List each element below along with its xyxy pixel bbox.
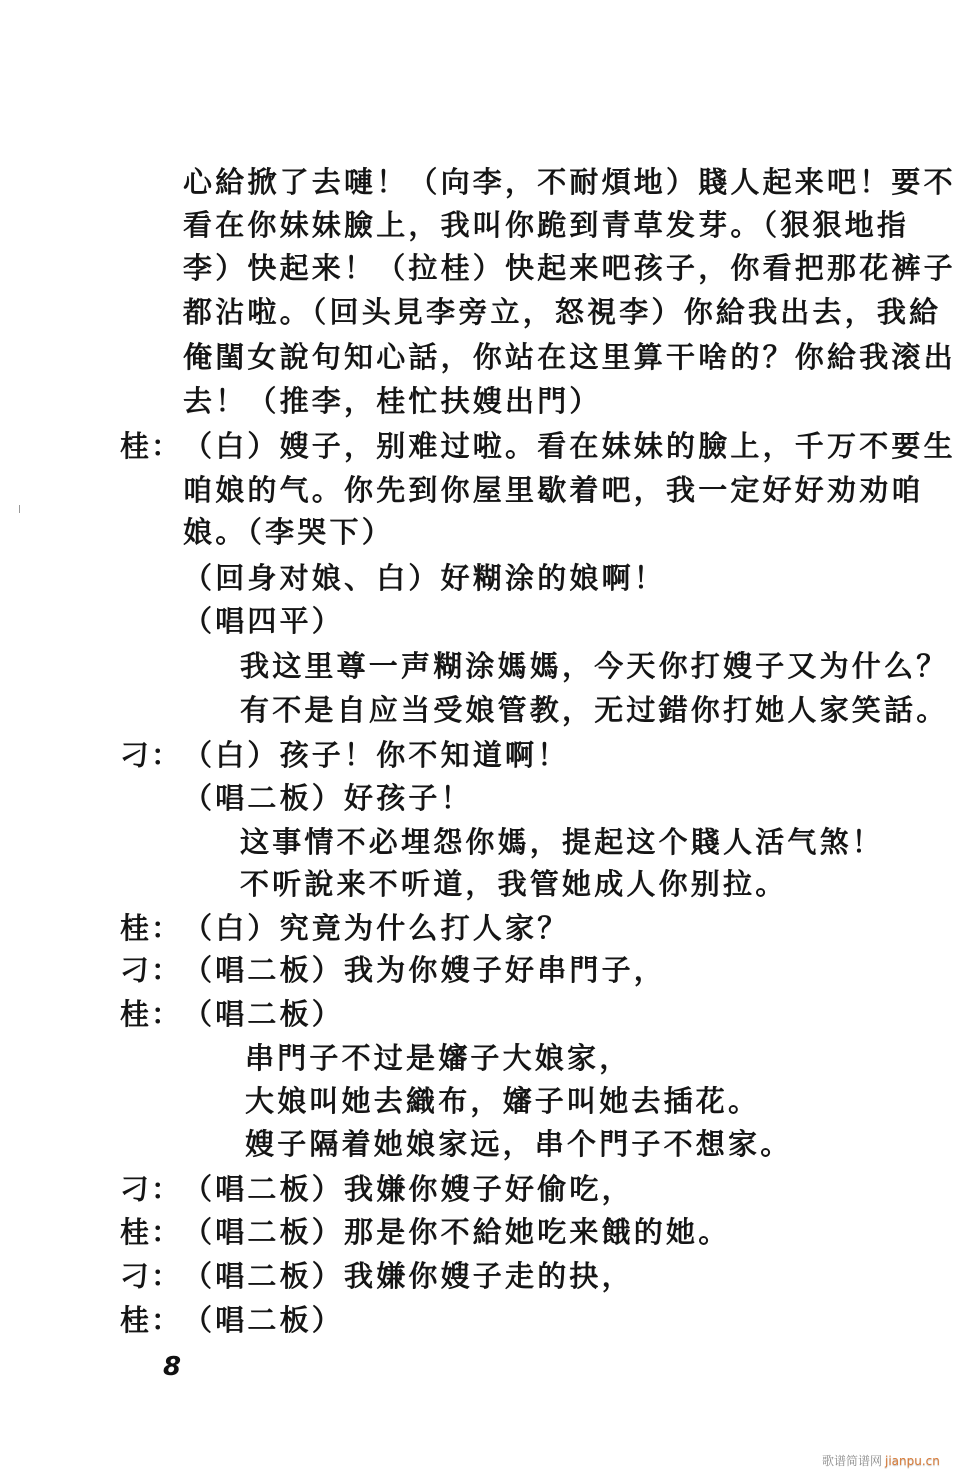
song-tune-label: （唱四平） [183,604,345,638]
dialogue-line: 咱娘的气。你先到你屋里歇着吧，我一定好好劝劝咱 [183,473,924,507]
text-line: 李）快起来！（拉桂）快起来吧孩子，你看把那花裤子 [183,251,956,285]
verse-line: 有不是自应当受娘管教，无过錯你打她人家笑話。 [240,693,949,727]
speaker-label-gui: 桂： [120,1215,183,1249]
speaker-label-gui: 桂： [120,429,183,463]
speaker-label-gui: 桂： [120,1303,183,1337]
speaker-label-diao: 刁： [120,953,183,987]
verse-line: 不听說来不听道，我管她成人你别拉。 [240,867,788,901]
watermark-site-name: 歌谱简谱网 [822,1454,883,1468]
dialogue-line: （唱二板）我嫌你嫂子好偷吃， [183,1172,634,1206]
stage-direction: （回身对娘、白）好糊涂的娘啊！ [183,561,667,595]
dialogue-line: （白）究竟为什么打人家？ [183,911,570,945]
verse-line: 大娘叫她去織布，嬸子叫她去插花。 [245,1084,761,1118]
speaker-label-diao: 刁： [120,1172,183,1206]
speaker-label-diao: 刁： [120,1259,183,1293]
verse-line: 串門子不过是嬸子大娘家， [245,1041,632,1075]
dialogue-line: （唱二板）我嫌你嫂子走的抉， [183,1259,634,1293]
verse-line: 嫂子隔着她娘家远，串个門子不想家。 [245,1127,793,1161]
text-line: 俺閨女說句知心話，你站在这里算干啥的？你給我滚出 [183,340,956,374]
dialogue-line: （唱二板）那是你不給她吃来餓的她。 [183,1215,731,1249]
dialogue-line: （白）孩子！你不知道啊！ [183,738,570,772]
speaker-label-diao: 刁： [120,738,183,772]
text-line: 看在你妹妹臉上，我叫你跪到青草发芽。（狠狠地指 [183,208,910,242]
verse-line: 这事情不必埋怨你媽，提起这个賤人活气煞！ [240,825,885,859]
song-tune-label: （唱二板）好孩子！ [183,781,473,815]
watermark-domain: jianpu.cn [885,1454,940,1468]
dialogue-line: 娘。（李哭下） [183,515,394,549]
speaker-label-gui: 桂： [120,911,183,945]
scan-margin-mark [19,505,20,513]
song-tune-label: （唱二板） [183,997,345,1031]
verse-line: 我这里尊一声糊涂媽媽，今天你打嫂子又为什么？ [240,649,949,683]
site-watermark [822,1452,940,1469]
dialogue-line: （唱二板）我为你嫂子好串門子， [183,953,667,987]
text-line: 心給掀了去嗹！（向李，不耐煩地）賤人起来吧！要不 [183,165,956,199]
text-line: 去！（推李，桂忙扶嫂出門） [183,384,602,418]
page-number: 8 [163,1352,182,1382]
song-tune-label: （唱二板） [183,1303,345,1337]
text-line: 都沾啦。（回头見李旁立，怒視李）你給我出去，我給 [183,295,942,329]
speaker-label-gui: 桂： [120,997,183,1031]
dialogue-line: （白）嫂子，别难过啦。看在妹妹的臉上，千万不要生 [183,429,956,463]
